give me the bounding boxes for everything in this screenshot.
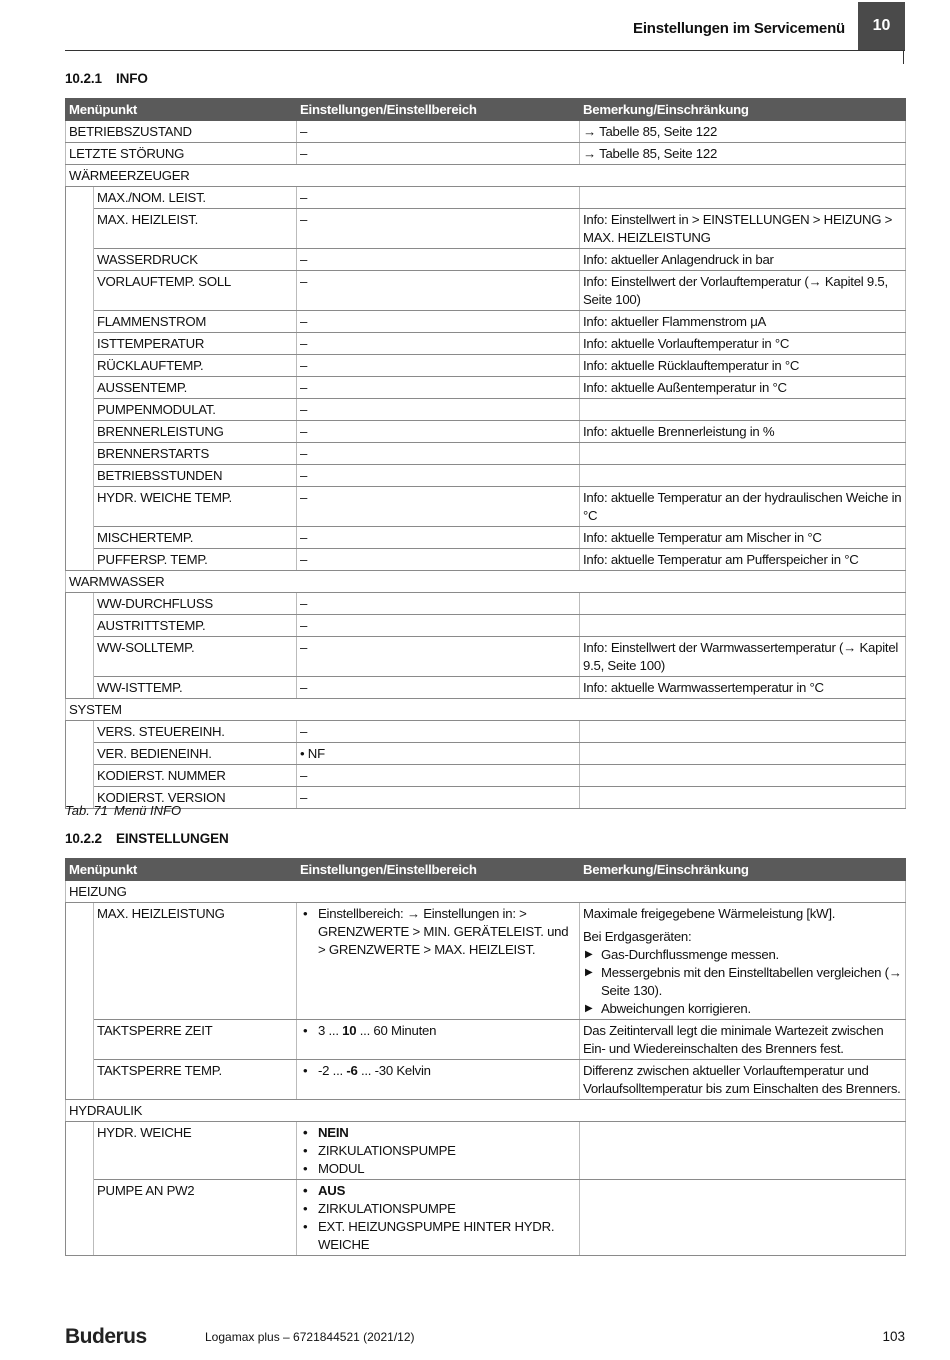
option-item: • ZIRKULATIONSPUMPE	[300, 1142, 576, 1160]
indent-cell	[66, 903, 94, 1020]
remark-cell: Info: aktueller Flammenstrom μA	[580, 311, 906, 333]
table-row	[66, 637, 906, 677]
setting-cell: –	[297, 527, 580, 549]
table-row	[66, 249, 906, 271]
menu-cell: MAX. HEIZLEISTUNG	[94, 903, 297, 1020]
menu-cell: BRENNERLEISTUNG	[94, 421, 297, 443]
menu-cell: MAX. HEIZLEIST.	[94, 209, 297, 249]
menu-cell: KODIERST. VERSION	[94, 787, 297, 809]
setting-range	[300, 1022, 576, 1040]
remark-cell: Info: aktuelle Außentemperatur in °C	[580, 377, 906, 399]
option-item: • AUS	[300, 1182, 576, 1200]
setting-text: • Einstellbereich: → Einstellungen in: > GRENZWERTE > MIN. GERÄTELEIST. und > GRENZWERTE > MAX. HEIZLEIST.	[300, 905, 576, 959]
section-number: 10.2.2	[65, 831, 102, 846]
remark-cell: Info: aktueller Anlagendruck in bar	[580, 249, 906, 271]
setting-cell: –	[297, 333, 580, 355]
table-row	[66, 187, 906, 209]
table-row	[66, 311, 906, 333]
settings-menu-table	[65, 858, 906, 1256]
remark-main: Maximale freigegebene Wärmeleistung [kW].	[583, 906, 836, 921]
table-row	[66, 1122, 906, 1180]
option-item: • ZIRKULATIONSPUMPE	[300, 1200, 576, 1218]
table-row	[66, 399, 906, 421]
indent-cell	[66, 1122, 94, 1180]
setting-range	[300, 1062, 576, 1080]
indent-cell	[66, 593, 94, 615]
setting-cell	[297, 903, 580, 1020]
menu-cell: ISTTEMPERATUR	[94, 333, 297, 355]
menu-cell: PUFFERSP. TEMP.	[94, 549, 297, 571]
setting-cell: –	[297, 637, 580, 677]
table-row	[66, 721, 906, 743]
remark-cell	[580, 465, 906, 487]
indent-cell	[66, 443, 94, 465]
remark-step: ▶ Messergebnis mit den Einstelltabellen vergleichen (→ Seite 130).	[583, 964, 902, 1000]
menu-cell: LETZTE STÖRUNG	[66, 143, 297, 165]
table-row	[66, 143, 906, 165]
section-heading-einstellungen	[65, 831, 229, 846]
menu-cell: WW-ISTTEMP.	[94, 677, 297, 699]
setting-cell: –	[297, 487, 580, 527]
remark-cell	[580, 593, 906, 615]
table-row	[66, 549, 906, 571]
remark-cell: Info: Einstellwert der Vorlauftemperatur (→ Kapitel 9.5, Seite 100)	[580, 271, 906, 311]
setting-cell: –	[297, 443, 580, 465]
setting-cell: –	[297, 421, 580, 443]
menu-cell: BETRIEBSSTUNDEN	[94, 465, 297, 487]
page-number: 103	[882, 1329, 905, 1344]
info-menu-table	[65, 98, 906, 809]
menu-cell: VER. BEDIENEINH.	[94, 743, 297, 765]
indent-cell	[66, 465, 94, 487]
group-row	[66, 1100, 906, 1122]
menu-cell: WW-SOLLTEMP.	[94, 637, 297, 677]
table-header-row	[66, 99, 906, 121]
group-label: SYSTEM	[66, 699, 906, 721]
option-item: • EXT. HEIZUNGSPUMPE HINTER HYDR. WEICHE	[300, 1218, 576, 1254]
table-row	[66, 271, 906, 311]
brand-logo: Buderus	[65, 1325, 147, 1348]
range-min: -2 ...	[318, 1063, 347, 1078]
column-header-remarks: Bemerkung/Einschränkung	[580, 99, 906, 121]
menu-cell: TAKTSPERRE TEMP.	[94, 1060, 297, 1100]
section-title: INFO	[115, 71, 148, 86]
table-row	[66, 465, 906, 487]
setting-cell: –	[297, 549, 580, 571]
footer-document-id: Logamax plus – 6721844521 (2021/12)	[205, 1330, 415, 1344]
group-row	[66, 699, 906, 721]
menu-cell: MAX./NOM. LEIST.	[94, 187, 297, 209]
menu-cell: PUMPENMODULAT.	[94, 399, 297, 421]
menu-cell: KODIERST. NUMMER	[94, 765, 297, 787]
remark-cell	[580, 187, 906, 209]
remark-cell: Das Zeitintervall legt die minimale Wartezeit zwischen Ein- und Wiedereinschalten des Brenners fest.	[580, 1020, 906, 1060]
setting-cell: –	[297, 377, 580, 399]
remark-sub: Bei Erdgasgeräten:	[583, 929, 692, 944]
setting-cell: –	[297, 787, 580, 809]
table-row	[66, 443, 906, 465]
group-row	[66, 881, 906, 903]
indent-cell	[66, 187, 94, 209]
indent-cell	[66, 311, 94, 333]
remark-step: ▶ Abweichungen korrigieren.	[583, 1000, 902, 1018]
table-row	[66, 787, 906, 809]
remark-cell	[580, 765, 906, 787]
remark-cell: → Tabelle 85, Seite 122	[580, 121, 906, 143]
menu-cell: HYDR. WEICHE TEMP.	[94, 487, 297, 527]
menu-cell: RÜCKLAUFTEMP.	[94, 355, 297, 377]
indent-cell	[66, 677, 94, 699]
setting-cell	[297, 1180, 580, 1256]
caption-table-number: Tab. 71	[65, 803, 108, 818]
remark-cell: Info: aktuelle Vorlauftemperatur in °C	[580, 333, 906, 355]
setting-cell: –	[297, 209, 580, 249]
indent-cell	[66, 743, 94, 765]
table-row	[66, 121, 906, 143]
remark-cell	[580, 1122, 906, 1180]
indent-cell	[66, 209, 94, 249]
remark-cell: Info: Einstellwert der Warmwassertemperatur (→ Kapitel 9.5, Seite 100)	[580, 637, 906, 677]
column-header-remarks: Bemerkung/Einschränkung	[580, 859, 906, 881]
table-row	[66, 743, 906, 765]
indent-cell	[66, 377, 94, 399]
setting-cell: –	[297, 249, 580, 271]
indent-cell	[66, 355, 94, 377]
menu-cell: MISCHERTEMP.	[94, 527, 297, 549]
table-row	[66, 615, 906, 637]
remark-cell	[580, 615, 906, 637]
indent-cell	[66, 615, 94, 637]
range-default: -6	[346, 1063, 358, 1078]
settings-table-body	[66, 881, 906, 1256]
table-row	[66, 677, 906, 699]
remark-cell	[580, 1180, 906, 1256]
table-row	[66, 421, 906, 443]
range-default: 10	[342, 1023, 357, 1038]
remark-cell	[580, 743, 906, 765]
remark-cell: Info: aktuelle Warmwassertemperatur in °C	[580, 677, 906, 699]
table-row	[66, 209, 906, 249]
setting-cell	[297, 1122, 580, 1180]
remark-cell	[580, 903, 906, 1020]
group-label: WARMWASSER	[66, 571, 906, 593]
setting-cell	[297, 1060, 580, 1100]
menu-cell: VORLAUFTEMP. SOLL	[94, 271, 297, 311]
indent-cell	[66, 765, 94, 787]
remark-cell	[580, 443, 906, 465]
group-label: HYDRAULIK	[66, 1100, 906, 1122]
menu-cell: AUSTRITTSTEMP.	[94, 615, 297, 637]
table-row	[66, 903, 906, 1020]
group-label: WÄRMEERZEUGER	[66, 165, 906, 187]
menu-cell: VERS. STEUEREINH.	[94, 721, 297, 743]
table-row	[66, 765, 906, 787]
setting-cell: –	[297, 143, 580, 165]
menu-cell: AUSSENTEMP.	[94, 377, 297, 399]
group-row	[66, 165, 906, 187]
setting-cell: –	[297, 271, 580, 311]
section-title: EINSTELLUNGEN	[115, 831, 229, 846]
indent-cell	[66, 421, 94, 443]
indent-cell	[66, 487, 94, 527]
group-label: HEIZUNG	[66, 881, 906, 903]
indent-cell	[66, 1180, 94, 1256]
chapter-number-badge: 10	[858, 2, 905, 50]
remark-cell: Info: Einstellwert in > EINSTELLUNGEN > HEIZUNG > MAX. HEIZLEISTUNG	[580, 209, 906, 249]
column-header-menu: Menüpunkt	[66, 99, 297, 121]
caption-text: Menü INFO	[113, 803, 182, 818]
remark-cell: Info: aktuelle Rücklauftemperatur in °C	[580, 355, 906, 377]
setting-cell: –	[297, 615, 580, 637]
option-item: • NEIN	[300, 1124, 576, 1142]
section-number: 10.2.1	[65, 71, 102, 86]
remark-cell: Differenz zwischen aktueller Vorlauftemperatur und Vorlaufsolltemperatur bis zum Einschalten des Brenners.	[580, 1060, 906, 1100]
header-title: Einstellungen im Servicemenü	[633, 20, 845, 37]
menu-cell: BRENNERSTARTS	[94, 443, 297, 465]
menu-cell: TAKTSPERRE ZEIT	[94, 1020, 297, 1060]
table-row	[66, 1060, 906, 1100]
remark-cell	[580, 399, 906, 421]
setting-cell: –	[297, 187, 580, 209]
range-max: ... -30 Kelvin	[357, 1063, 431, 1078]
table-row	[66, 355, 906, 377]
remark-cell: Info: aktuelle Temperatur an der hydraulischen Weiche in °C	[580, 487, 906, 527]
option-item: • MODUL	[300, 1160, 576, 1178]
setting-cell: –	[297, 721, 580, 743]
column-header-settings: Einstellungen/Einstellbereich	[297, 99, 580, 121]
remark-cell: Info: aktuelle Temperatur am Pufferspeicher in °C	[580, 549, 906, 571]
indent-cell	[66, 333, 94, 355]
remark-cell	[580, 787, 906, 809]
setting-cell: –	[297, 399, 580, 421]
column-header-settings: Einstellungen/Einstellbereich	[297, 859, 580, 881]
setting-cell: –	[297, 355, 580, 377]
setting-cell: • NF	[297, 743, 580, 765]
menu-cell: WW-DURCHFLUSS	[94, 593, 297, 615]
menu-cell: FLAMMENSTROM	[94, 311, 297, 333]
table-row	[66, 1180, 906, 1256]
range-min: 3 ...	[318, 1023, 343, 1038]
remark-cell	[580, 721, 906, 743]
setting-cell: –	[297, 765, 580, 787]
table-caption	[65, 803, 181, 818]
section-heading-info	[65, 71, 148, 86]
indent-cell	[66, 1020, 94, 1060]
indent-cell	[66, 549, 94, 571]
remark-cell: → Tabelle 85, Seite 122	[580, 143, 906, 165]
indent-cell	[66, 271, 94, 311]
indent-cell	[66, 399, 94, 421]
table-row	[66, 593, 906, 615]
page-header	[65, 0, 905, 51]
table-row	[66, 1020, 906, 1060]
indent-cell	[66, 249, 94, 271]
range-max: ... 60 Minuten	[356, 1023, 437, 1038]
menu-cell: HYDR. WEICHE	[94, 1122, 297, 1180]
menu-cell: BETRIEBSZUSTAND	[66, 121, 297, 143]
indent-cell	[66, 721, 94, 743]
remark-cell: Info: aktuelle Temperatur am Mischer in °C	[580, 527, 906, 549]
setting-cell: –	[297, 593, 580, 615]
group-row	[66, 571, 906, 593]
table-row	[66, 487, 906, 527]
menu-cell: PUMPE AN PW2	[94, 1180, 297, 1256]
info-table-body	[66, 121, 906, 809]
setting-cell: –	[297, 677, 580, 699]
indent-cell	[66, 637, 94, 677]
setting-cell: –	[297, 311, 580, 333]
column-header-menu: Menüpunkt	[66, 859, 297, 881]
remark-cell: Info: aktuelle Brennerleistung in %	[580, 421, 906, 443]
indent-cell	[66, 1060, 94, 1100]
setting-cell	[297, 1020, 580, 1060]
table-header-row	[66, 859, 906, 881]
setting-cell: –	[297, 465, 580, 487]
remark-step: ▶ Gas-Durchflussmenge messen.	[583, 946, 902, 964]
chapter-divider	[903, 50, 904, 64]
table-row	[66, 377, 906, 399]
table-row	[66, 333, 906, 355]
setting-cell: –	[297, 121, 580, 143]
table-row	[66, 527, 906, 549]
indent-cell	[66, 527, 94, 549]
menu-cell: WASSERDRUCK	[94, 249, 297, 271]
